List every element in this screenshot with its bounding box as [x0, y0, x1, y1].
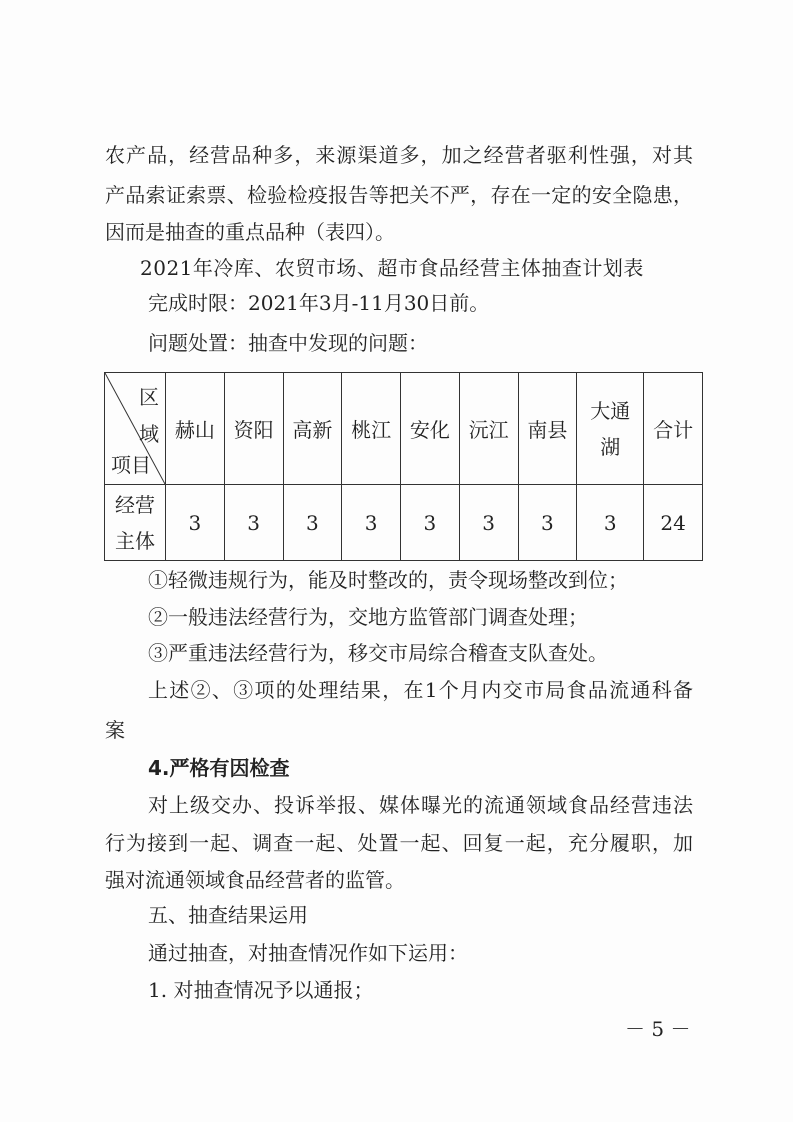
column-header: 赫山 — [166, 373, 225, 485]
page-number: － 5 － — [625, 1017, 691, 1041]
column-header: 合计 — [644, 373, 703, 485]
row-label-text: 经营主体 — [115, 492, 155, 553]
paragraph-line: 案 — [105, 718, 125, 742]
column-header — [577, 373, 644, 485]
corner-item-label: 项目 — [111, 453, 151, 477]
column-header: 安化 — [401, 373, 460, 485]
paragraph-line: 行为接到一起、调查一起、处置一起、回复一起，充分履职，加 — [105, 831, 693, 855]
table-cell: 3 — [401, 485, 460, 561]
section-heading: 4.严格有因检查 — [148, 756, 290, 780]
table-cell-total: 24 — [644, 485, 703, 561]
column-header: 桃江 — [342, 373, 401, 485]
paragraph-line: 产品索证索票、检验检疫报告等把关不严，存在一定的安全隐患， — [105, 183, 693, 207]
column-header: 高新 — [283, 373, 342, 485]
list-item: ②一般违法经营行为，交地方监管部门调查处理； — [148, 605, 588, 629]
corner-region-label: 区 — [139, 385, 159, 409]
table-cell: 3 — [518, 485, 577, 561]
handling-text: 问题处置：抽查中发现的问题： — [148, 331, 428, 355]
paragraph-line: 农产品，经营品种多，来源渠道多，加之经营者驱利性强，对其 — [105, 143, 693, 167]
paragraph-line: 对上级交办、投诉举报、媒体曝光的流通领域食品经营违法 — [148, 793, 693, 817]
section-heading: 五、抽查结果运用 — [148, 903, 308, 927]
row-label — [105, 485, 166, 561]
list-item: ①轻微违规行为，能及时整改的，责令现场整改到位； — [148, 568, 628, 592]
paragraph-line: 上述②、③项的处理结果，在1个月内交市局食品流通科备 — [148, 678, 693, 702]
inspection-plan-table — [104, 372, 703, 561]
column-header: 资阳 — [224, 373, 283, 485]
list-item: ③严重违法经营行为，移交市局综合稽查支队查处。 — [148, 641, 608, 665]
table-cell: 3 — [166, 485, 225, 561]
corner-region-label: 域 — [139, 422, 159, 446]
table-cell: 3 — [459, 485, 518, 561]
column-header-text: 大通湖 — [590, 398, 631, 459]
column-header: 沅江 — [459, 373, 518, 485]
table-title: 2021年冷库、农贸市场、超市食品经营主体抽查计划表 — [140, 256, 644, 280]
deadline-text: 完成时限：2021年3月-11月30日前。 — [148, 291, 490, 315]
table-row — [105, 485, 703, 561]
table-cell: 3 — [224, 485, 283, 561]
paragraph-line: 通过抽查，对抽查情况作如下运用： — [148, 941, 468, 965]
table-cell: 3 — [577, 485, 644, 561]
corner-cell — [105, 373, 166, 485]
column-header: 南县 — [518, 373, 577, 485]
paragraph-line: 强对流通领域食品经营者的监管。 — [105, 868, 405, 892]
list-item: 1. 对抽查情况予以通报； — [148, 978, 374, 1002]
table-cell: 3 — [283, 485, 342, 561]
table-cell: 3 — [342, 485, 401, 561]
paragraph-line: 因而是抽查的重点品种（表四）。 — [105, 220, 395, 244]
table-header-row — [105, 373, 703, 485]
